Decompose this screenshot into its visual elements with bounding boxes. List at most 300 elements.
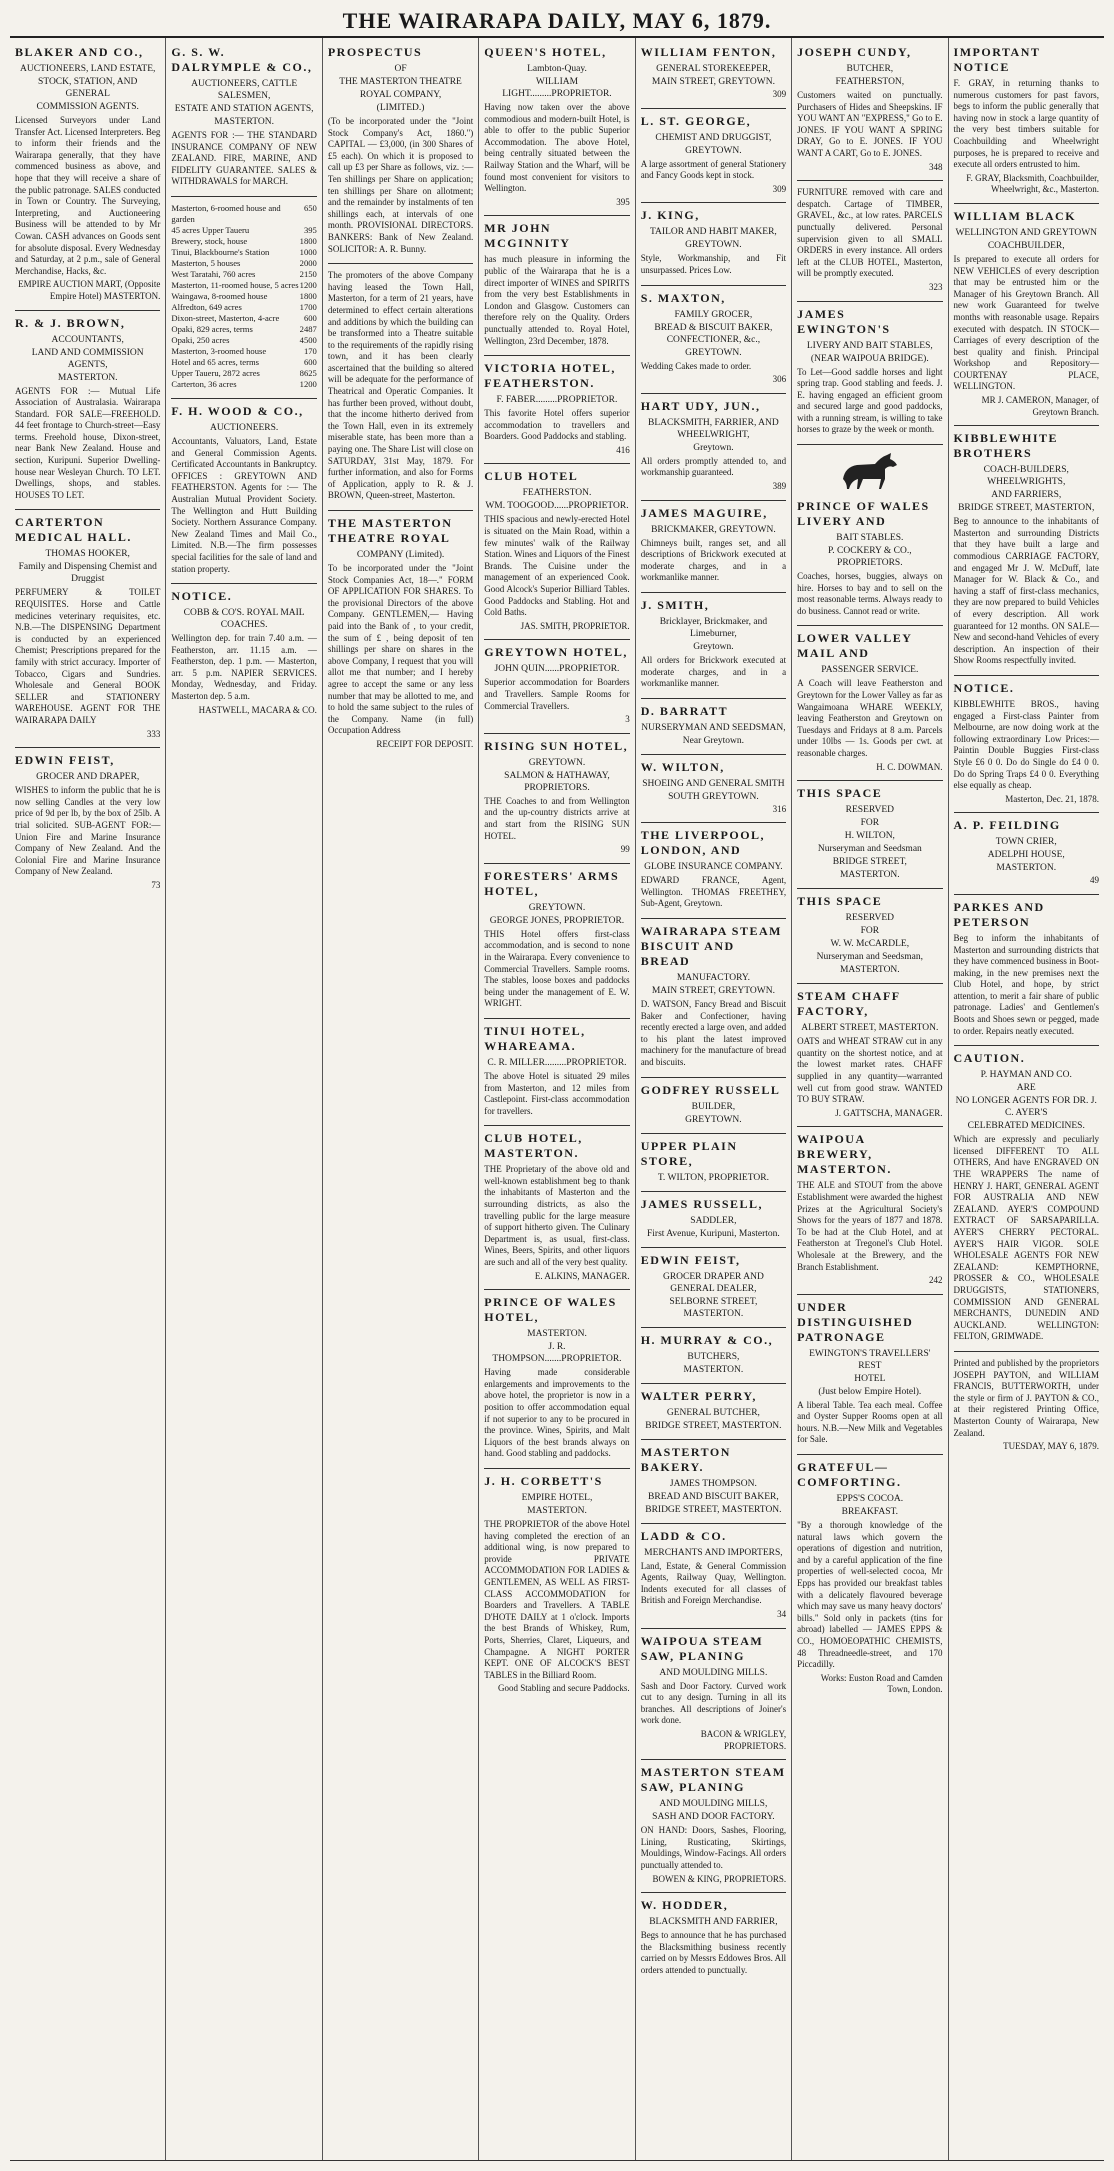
advertisement — [797, 302, 942, 446]
ad-heading: J. KING, — [640, 208, 700, 223]
ad-subline: AUCTIONEERS. — [209, 422, 279, 433]
ad-subline: BRICKMAKER, GREYTOWN. — [651, 524, 776, 535]
ad-subline: MASTERTON. — [683, 1364, 744, 1375]
advertisement — [641, 286, 786, 394]
ad-subline: BRIDGE STREET, MASTERTON. — [645, 1504, 782, 1515]
list-item — [171, 346, 316, 357]
column-4 — [478, 38, 634, 2160]
advertisement — [484, 1019, 629, 1126]
column-2 — [165, 38, 321, 2160]
advertisement — [641, 501, 786, 593]
ad-subline: SASH AND DOOR FACTORY. — [652, 1812, 775, 1823]
ad-heading: CLUB HOTEL — [484, 469, 579, 484]
ad-body: Accountants, Valuators, Land, Estate and General Commission Agents. Certificated Accountants in Bankruptcy. OFFICES : GREYTOWN AND FEATHERSTON. Agents for :— The Australian Mutual Provident Society. The Wellington and Hutt Building Society. Northern Assurance Company. New Zealand Times and Mail Co., Limited. N.B.—The firm possesses special facilities for the sale of land and station property. — [171, 435, 317, 574]
ad-subline: SELBORNE STREET, MASTERTON. — [669, 1296, 758, 1319]
ad-subline: NURSERYMAN AND SEEDSMAN, — [641, 722, 786, 733]
ad-signature: 389 — [772, 480, 787, 491]
ad-heading: KIBBLEWHITE BROTHERS — [953, 431, 1059, 461]
ad-body: D. WATSON, Fancy Bread and Biscuit Baker and Confectioner, having recently erected a large oven, and added to his plant the latest improved machinery for the manufacture of bread and biscuits. — [640, 999, 787, 1068]
ad-signature: 34 — [777, 1609, 787, 1619]
ad-signature: J. GATTSCHA, MANAGER. — [835, 1107, 943, 1118]
ad-heading: STEAM CHAFF FACTORY, — [797, 989, 901, 1019]
ad-heading: THIS SPACE — [797, 786, 883, 801]
ad-heading: EDWIN FEIST, — [15, 753, 115, 768]
ad-subline: OF — [394, 64, 407, 74]
ad-heading: WAIPOUA BREWERY, MASTERTON. — [797, 1132, 892, 1177]
ad-heading: WALTER PERRY, — [640, 1388, 757, 1403]
sales-list — [171, 203, 316, 390]
ad-signature: E. ALKINS, MANAGER. — [534, 1270, 630, 1281]
list-item — [171, 291, 316, 302]
list-item — [171, 302, 316, 313]
list-item — [171, 357, 316, 368]
ad-heading: MASTERTON BAKERY. — [640, 1444, 731, 1474]
ad-heading: MR JOHN MCGINNITY — [484, 221, 571, 251]
ad-body: THE ALE and STOUT from the above Establishment were awarded the highest Prizes at the Agricultural Society's Shows for the years of 1877 and 1878. To be had at the Club Hotel, and at Featherston at Tregonel's Club Hotel. Wholesale at the Brewery, and the Branch Establishment. — [797, 1180, 943, 1272]
advertisement — [641, 1078, 786, 1134]
ad-heading: PARKES AND PETERSON — [953, 899, 1045, 929]
ad-signature: 395 — [616, 196, 630, 207]
ad-subline: W. W. McCARDLE, — [830, 939, 910, 950]
ad-subline: FEATHERSTON, — [835, 77, 905, 87]
advertisement — [484, 356, 629, 464]
ad-subline: Family and Dispensing Chemist and Druggist — [18, 562, 157, 585]
ad-heading: F. H. WOOD & CO., — [171, 403, 304, 418]
ad-subline: GREYTOWN. — [685, 240, 742, 251]
ad-subline: P. HAYMAN AND CO. — [980, 1070, 1072, 1081]
ad-body: FURNITURE removed with care and despatch. Cartage of TIMBER, GRAVEL, &c., at low rates. PARCELS punctually delivered. Personal supervision given to all SMALL ORDERS in every instance. All orders left at the CLUB HOTEL, Masterton, will be promptly executed. — [797, 187, 943, 279]
ad-body: Having now taken over the above commodious and modern-built Hotel, is able to offer to the public Superior Accommodation. The above Hotel, being centrally situated between the Railway Station and the Wharf, will be found most convenient for visitors to Wellington. — [484, 102, 630, 194]
ad-heading: WAIRARAPA STEAM BISCUIT AND BREAD — [640, 924, 782, 969]
advertisement — [15, 510, 160, 748]
advertisement — [954, 895, 1099, 1046]
ad-subline: AUCTIONEERS, LAND ESTATE, — [20, 64, 156, 74]
advertisement — [641, 699, 786, 755]
ad-subline: F. FABER.........PROPRIETOR. — [496, 395, 618, 406]
ad-subline: COACH-BUILDERS, WHEELWRIGHTS, — [983, 465, 1069, 488]
list-item — [171, 313, 316, 324]
ad-subline: COMPANY (Limited). — [356, 550, 445, 560]
ad-heading: NOTICE. — [953, 680, 1015, 695]
ad-signature: 309 — [772, 89, 787, 99]
list-item — [171, 203, 316, 225]
ad-body: AGENTS FOR :— Mutual Life Association of Australasia. Wairarapa Standard. FOR SALE—FREEHOLD. 44 feet frontage to Church-street—Easy terms. Freehold house, Dixon-street, near Bank New Zealand. House and section, Kuripuni. Superior Dwelling-house near Wesleyan Church. TO LET. Dwellings, shops, and stables. HOUSES TO LET. — [15, 385, 161, 500]
list-item — [171, 258, 316, 269]
ad-heading: R. & J. BROWN, — [15, 315, 126, 330]
list-item-label: Opaki, 829 acres, terms — [171, 323, 253, 334]
list-item-price: 1200 — [299, 279, 317, 290]
ad-subline: C. R. MILLER.........PROPRIETOR. — [487, 1057, 627, 1068]
ad-subline: EWINGTON'S TRAVELLERS' REST — [809, 1348, 931, 1371]
list-item-label: Opaki, 250 acres — [171, 334, 230, 345]
ad-body: A large assortment of general Stationery and Fancy Goods kept in stock. — [640, 158, 787, 181]
ad-signature: 416 — [616, 444, 630, 455]
ad-signature: 49 — [1089, 875, 1099, 886]
ad-subline: AND MOULDING MILLS, — [659, 1799, 768, 1810]
ad-subline: CHEMIST AND DRUGGIST, — [655, 132, 772, 143]
list-item-price: 600 — [303, 356, 317, 367]
ad-body: THE Proprietary of the above old and well-known establishment beg to thank the inhabitants of Masterton and the surrounding districts, as also the travelling public for the large measure of support hitherto given. The Culinary Department is, as usual, first-class. Wines, Beers, Spirits, and other liquors are such and all of the very best quality. — [484, 1164, 630, 1268]
ad-body: Licensed Surveyors under Land Transfer Act. Licensed Interpreters. Beg to inform their friends and the Wairarapa generally, that they have commenced business as above, and hope that they will receive a share of the public patronage. SALES conducted in Town or Country. The Surveying, Interpreting, and Auctioneering Business will be attended to by Mr Cowan. CASH advances on Goods sent for absolute disposal. Every Wednesday and Saturday, at 2 p.m., sale of General Merchandise, Hacks, &c. — [15, 115, 161, 276]
advertisement — [641, 1384, 786, 1440]
ad-signature: RECEIPT FOR DEPOSIT. — [376, 738, 474, 749]
ad-body: Is prepared to execute all orders for NEW VEHICLES of every description that may be entrusted him or the Manager of his Greytown Branch. All new work Guaranteed for twelve months with reasonable usage. Repairs executed with despatch. IN STOCK—Carriages of every description of the best quality and finish. Principal Workshop and Repository—COURTENAY PLACE, WELLINGTON. — [953, 253, 1099, 392]
ad-subline: JOHN QUIN......PROPRIETOR. — [494, 664, 620, 675]
ad-subline: BLACKSMITH, FARRIER, AND WHEELWRIGHT, — [648, 417, 779, 440]
ad-signature: MR J. CAMERON, Manager, of Greytown Branch. — [981, 395, 1099, 417]
ad-body: Chimneys built, ranges set, and all descriptions of Brickwork executed at moderate charges, and in a workmanlike manner. — [640, 537, 787, 583]
list-item-price: 2150 — [299, 268, 317, 279]
advertisement — [15, 40, 160, 311]
list-item — [171, 368, 316, 379]
ad-heading: GRATEFUL—COMFORTING. — [797, 1460, 902, 1490]
list-item-price: 170 — [303, 345, 317, 356]
list-item — [171, 269, 316, 280]
ad-heading: H. MURRAY & CO., — [640, 1332, 774, 1347]
advertisement — [484, 40, 629, 216]
ad-heading: D. BARRATT — [640, 703, 729, 718]
ad-subline: SOUTH GREYTOWN. — [668, 791, 759, 802]
ad-subline: LAND AND COMMISSION AGENTS, — [31, 347, 144, 370]
ad-subline: (Just below Empire Hotel). — [818, 1386, 922, 1397]
advertisement — [797, 984, 942, 1127]
list-item-label: Hotel and 65 acres, terms — [171, 356, 260, 367]
list-item-price: 600 — [303, 312, 317, 323]
list-item — [171, 247, 316, 258]
advertisement — [171, 40, 316, 197]
ad-heading: PRINCE OF WALES HOTEL, — [484, 1295, 617, 1325]
ad-subline: MASTERTON. — [996, 863, 1057, 874]
column-6 — [791, 38, 947, 2160]
ad-body: (To be incorporated under the "Joint Stock Company's Act, 1860.") CAPITAL — £3,000, (in 300 Shares of £5 each). On which it is proposed to call up £3 per Share as follows, viz. :—Ten shillings per Share on application; ten shillings per Share on allotment; and the remainder by instalments of ten shillings each, at intervals of one month. PROVISIONAL DIRECTORS. BANKERS: Bank of New Zealand. SOLICITOR: A. R. Bunny. — [327, 116, 474, 254]
ad-subline: BRIDGE STREET, MASTERTON, — [958, 503, 1095, 514]
ad-subline: BLACKSMITH AND FARRIER, — [649, 1917, 778, 1928]
ad-subline: WM. TOOGOOD......PROPRIETOR. — [485, 501, 629, 512]
list-item — [171, 379, 316, 390]
ad-heading: PROSPECTUS — [327, 45, 423, 59]
list-item-label: Masterton, 11-roomed house, 5 acres — [171, 279, 299, 290]
ad-subline: Nurseryman and Seedsman — [817, 844, 922, 855]
ad-signature: EMPIRE AUCTION MART, (Opposite Empire Hotel) MASTERTON. — [18, 279, 161, 301]
advertisement — [797, 1127, 942, 1294]
ad-heading: BLAKER AND CO., — [15, 45, 144, 59]
ad-subline: GREYTOWN. — [685, 347, 742, 358]
ad-subline: FOR — [860, 926, 880, 937]
ad-subline: Greytown. — [693, 442, 734, 453]
ad-signature: 73 — [151, 879, 161, 890]
advertisement — [484, 640, 629, 733]
ad-subline: GENERAL BUTCHER, — [666, 1407, 760, 1418]
ad-body: EDWARD FRANCE, Agent, Wellington. THOMAS FREETHEY, Sub-Agent, Greytown. — [640, 875, 787, 909]
ad-signature: BOWEN & KING, PROPRIETORS. — [652, 1873, 787, 1884]
ad-subline: AND MOULDING MILLS. — [659, 1667, 768, 1678]
ad-subline: BREAD & BISCUIT BAKER, CONFECTIONER, &c., — [654, 322, 773, 345]
ad-heading: CARTERTON MEDICAL HALL. — [15, 515, 132, 545]
ad-subline: THOMAS HOOKER, — [45, 549, 130, 560]
ad-heading: W. WILTON, — [640, 759, 725, 774]
ad-subline: Nurseryman and Seedsman, — [816, 952, 923, 963]
ad-subline: MASTERTON. — [214, 117, 274, 127]
ad-body: WISHES to inform the public that he is now selling Candles at the very low price of 9d per lb, by the box of 25lb. A trial solicited. SUB-AGENT FOR:— Union Fire and Marine Insurance Company of New Zealand. And the Colonial Fire and Marine Insurance Company of New Zealand. — [15, 785, 161, 877]
ad-heading: UPPER PLAIN STORE, — [640, 1138, 738, 1168]
ad-subline: ALBERT STREET, MASTERTON. — [801, 1023, 939, 1034]
ad-heading: WAIPOUA STEAM SAW, PLANING — [640, 1633, 764, 1663]
ad-signature: 306 — [772, 374, 787, 385]
advertisement — [954, 1352, 1099, 1460]
advertisement — [641, 1328, 786, 1384]
advertisement — [641, 1524, 786, 1629]
ad-body: THIS Hotel offers first-class accommodation, and is second to none in the Wairarapa. Every convenience to Commercial Travellers. Sample rooms. The stables, loose boxes and paddocks being under the management of E. W. WRIGHT. — [484, 928, 630, 1009]
ad-heading: LADD & CO. — [640, 1528, 727, 1543]
advertisement — [484, 1290, 629, 1469]
ad-body: Superior accommodation for Boarders and Travellers. Sample Rooms for Commercial Travellers. — [484, 677, 630, 711]
ad-subline: H. WILTON, — [844, 831, 895, 842]
ad-body: OATS and WHEAT STRAW cut in any quantity on the shortest notice, and at the lowest market rates. CHAFF supplied in any quantity—warranted well cut from good straw. WANTED TO BUY STRAW. — [797, 1036, 943, 1105]
list-item-price: 1700 — [299, 301, 317, 312]
ad-signature: 309 — [772, 183, 787, 194]
ad-body: This favorite Hotel offers superior accommodation to travellers and Boarders. Good Paddocks and stabling. — [484, 408, 630, 442]
ad-signature: 348 — [929, 161, 943, 172]
ad-subline: GREYTOWN. — [685, 145, 742, 156]
ad-body: Having made considerable enlargements and improvements to the above hotel, the proprietor is now in a position to offer accommodation equal if not superior to any to be procured in the province. Wines, Spirits, and Malt Liquors of the best brands always on hand. Good stabling and paddocks. — [484, 1367, 630, 1459]
ad-body: F. GRAY, in returning thanks to numerous customers for past favors, begs to inform the public generally that having now in stock a large quantity of the very best timbers suitable for Coachbuilding and Wheelwright purposes, he is prepared to receive and execute all orders entrusted to him. — [953, 78, 1099, 170]
ad-body: All orders for Brickwork executed at moderate charges, and in a workmanlike manner. — [640, 654, 787, 689]
list-item-label: Upper Taueru, 2872 acres — [171, 367, 260, 378]
ad-heading: PRINCE OF WALES LIVERY AND — [797, 499, 930, 529]
ad-heading: A. P. FEILDING — [953, 818, 1061, 833]
ad-subline: FEATHERSTON. — [522, 488, 592, 499]
advertisement — [171, 197, 316, 399]
ad-heading: J. H. CORBETT'S — [484, 1473, 603, 1488]
ad-signature: BACON & WRIGLEY, PROPRIETORS. — [700, 1728, 787, 1751]
list-item-price: 650 — [303, 202, 317, 213]
ad-subline: GEORGE JONES, PROPRIETOR. — [489, 915, 625, 926]
advertisement — [171, 584, 316, 723]
advertisement — [954, 40, 1099, 204]
ad-body: Land, Estate, & General Commission Agents, Railway Quay, Wellington. Indents executed for all classes of British and Foreign Merchandise. — [640, 1560, 787, 1606]
list-item-label: Waingawa, 8-roomed house — [171, 290, 268, 301]
ad-body: Customers waited on punctually. Purchasers of Hides and Sheepskins. IF YOU WANT AN "EXPRESS," Go to E. JONES. IF YOU WANT A SPRING DRAY, Go to E. JONES. IF YOU WANT A CART, Go to E. JONES. — [797, 90, 943, 158]
ad-subline: TAILOR AND HABIT MAKER, — [650, 227, 777, 238]
ad-body: KIBBLEWHITE BROS., having engaged a First-class Painter from Melbourne, are now doing work at the following extraordinary Low Prices:— Paintin Double Buggies First-class Style £6 0 0. Do do Single do £4 0 0. Do do Spring Traps £4 0 0. Everything else equally as cheap. — [953, 698, 1099, 791]
ad-subline: RESERVED — [845, 913, 894, 924]
ad-subline: NO LONGER AGENTS FOR DR. J. C. AYER'S — [955, 1096, 1097, 1119]
ad-subline: JAMES THOMPSON. — [669, 1478, 757, 1489]
ad-subline: BRIDGE STREET, — [832, 857, 907, 868]
ad-heading: J. SMITH, — [640, 597, 710, 612]
ad-signature: Masterton, Dec. 21, 1878. — [1005, 793, 1099, 804]
ad-signature: 316 — [772, 803, 787, 814]
ad-body: PERFUMERY & TOILET REQUISITES. Horse and Cattle medicines veterinary requisites, etc. N.B.—The DISPENSING Department is conducted by an experienced Chemist; Prescriptions prepared for the family with strict accuracy. Importer of Tobacco, Cigars and Sundries. Wholesale and General BOOK SELLER and STATIONERY WAREHOUSE. AGENT FOR THE WAIRARAPA DAILY — [15, 587, 161, 725]
advertisement — [484, 464, 629, 640]
ad-heading: GREYTOWN HOTEL, — [484, 645, 628, 660]
list-item — [171, 280, 316, 291]
list-item-price: 8625 — [299, 367, 317, 378]
advertisement — [954, 204, 1099, 426]
advertisement — [954, 676, 1099, 813]
advertisement — [641, 1629, 786, 1761]
advertisement — [797, 1295, 942, 1455]
ad-body: A liberal Table. Tea each meal. Coffee and Oyster Supper Rooms open at all hours. N.B.—New Milk and Vegetables for Sale. — [797, 1399, 943, 1445]
column-3 — [322, 38, 478, 2160]
ad-heading: G. S. W. DALRYMPLE & CO., — [171, 45, 313, 74]
ad-heading: JAMES MAGUIRE, — [640, 505, 768, 520]
ad-body: To Let—Good saddle horses and light spring trap. Good stabling and feeds. J. E. having engaged an efficient groom and secured large and good paddocks, with a running stream, is willing to take horses to graze by the week or month. — [797, 366, 943, 435]
ad-subline: TOWN CRIER, — [995, 837, 1057, 848]
ad-body: Beg to announce to the inhabitants of Masterton and surrounding Districts that they have built a large and commodious CARRIAGE FACTORY, and engaged Mr J. W. McDuff, late Manager for W. Black & Co., and having a staff of first-class mechanics, they are now prepared to build Vehicles of every description. All work guaranteed for 12 months. ON SALE—New and second-hand Vehicles of every description. An inspection of their Show Rooms respectfully invited. — [953, 516, 1099, 666]
ad-signature: H. C. DOWMAN. — [876, 761, 943, 772]
ad-subline: SALMON & HATHAWAY, PROPRIETORS. — [504, 770, 610, 793]
ad-heading: UNDER DISTINGUISHED PATRONAGE — [797, 1299, 914, 1344]
ad-body: All orders promptly attended to, and workmanship guaranteed. — [640, 455, 787, 478]
ad-subline: MAIN STREET, GREYTOWN. — [651, 77, 775, 87]
ad-heading: THIS SPACE — [797, 894, 883, 909]
list-item-price: 2000 — [299, 257, 317, 268]
list-item-price: 4500 — [299, 334, 317, 345]
list-item-price: 395 — [303, 224, 317, 235]
advertisement — [797, 781, 942, 889]
advertisement — [641, 823, 786, 919]
column-1 — [10, 38, 165, 2160]
advertisement — [641, 755, 786, 824]
advertisement — [954, 1046, 1099, 1352]
advertisement — [641, 1192, 786, 1248]
ad-subline: GREYTOWN. — [528, 902, 586, 913]
advertisement — [641, 1760, 786, 1893]
ad-heading: EDWIN FEIST, — [640, 1252, 741, 1267]
ad-subline: Near Greytown. — [682, 735, 744, 746]
advertisement — [15, 748, 160, 898]
ad-signature: 333 — [146, 728, 161, 739]
list-item-label: Masterton, 3-roomed house — [171, 345, 267, 356]
ad-signature: F. GRAY, Blacksmith, Coachbuilder, Wheelwright, &c., Masterton. — [966, 172, 1099, 195]
ad-subline: CELEBRATED MEDICINES. — [967, 1121, 1085, 1132]
advertisement — [797, 181, 942, 301]
ad-subline: GREYTOWN. — [685, 1114, 742, 1125]
ad-subline: GROCER DRAPER AND GENERAL DEALER, — [662, 1271, 764, 1294]
ad-body: Sash and Door Factory. Curved work cut to any design. Turning in all its branches. All descriptions of Joiner's work done. — [640, 1680, 787, 1726]
ad-subline: (NEAR WAIPOUA BRIDGE). — [810, 353, 929, 364]
ad-subline: J. R. THOMPSON.......PROPRIETOR. — [492, 1342, 622, 1365]
column-7 — [948, 38, 1104, 2160]
ad-subline: AND FARRIERS, — [991, 490, 1062, 501]
advertisement — [797, 40, 942, 181]
ad-body: "By a thorough knowledge of the natural laws which govern the operations of digestion and nutrition, and by a careful application of the fine properties of well-selected cocoa, Mr Epps has provided our breakfast tables with a delicately flavoured beverage which may save us many heavy doctors' bills." Sold only in packets (tins for abroad) labelled — JAMES EPPS & CO., HOMOEOPATHIC CHEMISTS, 48 Threadneedle-street, and 170 Piccadilly. — [797, 1520, 943, 1670]
advertisement — [484, 734, 629, 864]
ad-subline: ROYAL COMPANY, — [359, 90, 442, 100]
advertisement — [328, 40, 473, 264]
ad-body: THE Coaches to and from Wellington and the up-country districts arrive at and start from the RISING SUN HOTEL. — [484, 795, 630, 841]
ad-subline: WILLIAM LIGHT.........PROPRIETOR. — [502, 77, 612, 99]
ad-subline: FOR — [860, 818, 880, 829]
ad-heading: GODFREY RUSSELL — [640, 1082, 781, 1097]
ad-subline: MANUFACTORY. — [676, 973, 750, 984]
ad-body: Wedding Cakes made to order. — [640, 360, 752, 371]
advertisement — [328, 264, 473, 511]
ad-subline: MAIN STREET, GREYTOWN. — [651, 986, 775, 997]
ad-subline: GREYTOWN. — [528, 757, 586, 768]
ad-body: The above Hotel is situated 29 miles from Masterton, and 12 miles from Castlepoint. First-class accommodation for travellers. — [484, 1070, 630, 1116]
ad-subline: STOCK, STATION, AND GENERAL — [38, 77, 138, 99]
list-item-price: 1800 — [299, 290, 317, 301]
advertisement — [484, 1126, 629, 1290]
ad-heading: S. MAXTON, — [640, 290, 726, 305]
ad-subline: BREAD AND BISCUIT BAKER, — [648, 1491, 779, 1502]
advertisement — [797, 626, 942, 781]
ad-subline: BAIT STABLES. — [836, 533, 904, 544]
ad-heading: JAMES RUSSELL, — [640, 1196, 764, 1211]
ad-subline: THE MASTERTON THEATRE — [339, 77, 462, 87]
advertisement — [641, 919, 786, 1078]
ad-body: Wellington dep. for train 7.40 a.m. — Featherston, arr. 11.15 a.m. — Featherston, dep. 1 p.m. — Masterton, arr. 5 p.m. NAPIER SERVICES. Monday, Wednesday, and Friday. Masterton dep. 5 a.m. — [171, 633, 317, 702]
ad-subline: HOTEL — [854, 1373, 886, 1384]
ad-body: The promoters of the above Company having leased the Town Hall, Masterton, for a term of 21 years, have determined to effect certain alterations and additions by which the building can be transformed into a Theatre suitable to the requirements of the rapidly rising town, and it has been clearly ascertained that the building so altered will be adequate for the performance of Theatrical and Operatic Companies. It has further been proved, without doubt, that the income hitherto derived from the Town Hall, even in its extremely miserable state, has been more than a paying one. The Share List will close on SATURDAY, 31st May, 1879. For further information, and also for Forms of Application, apply to R. & J. BROWN, Queen-street, Masterton. — [327, 270, 474, 501]
ad-subline: P. COCKERY & CO., PROPRIETORS. — [828, 546, 912, 569]
ad-subline: ESTATE AND STATION AGENTS, — [174, 104, 314, 114]
list-item-label: Dixon-street, Masterton, 4-acre — [171, 312, 280, 323]
ad-signature: HASTWELL, MACARA & CO. — [198, 704, 317, 715]
ad-heading: CLUB HOTEL, MASTERTON. — [484, 1131, 583, 1161]
ad-body: AGENTS FOR :— THE STANDARD INSURANCE COMPANY OF NEW ZEALAND. FIRE, MARINE, AND FIDELITY GUARANTEE. SALES & WITHDRAWALS for MARCH. — [171, 130, 317, 187]
ad-subline: LIVERY AND BAIT STABLES, — [806, 340, 933, 351]
ad-subline: BRIDGE STREET, MASTERTON. — [645, 1420, 782, 1431]
ad-subline: COACHBUILDER, — [987, 240, 1065, 251]
list-item — [171, 236, 316, 247]
ad-heading: FORESTERS' ARMS HOTEL, — [484, 868, 620, 898]
ad-heading: VICTORIA HOTEL, FEATHERSTON. — [484, 361, 616, 391]
ad-signature: Good Stabling and secure Paddocks. — [497, 1683, 630, 1694]
ad-signature: TUESDAY, MAY 6, 1879. — [1003, 1441, 1099, 1452]
ad-subline: Greytown. — [693, 641, 734, 652]
ad-heading: THE MASTERTON THEATRE ROYAL — [327, 516, 453, 545]
advertisement — [641, 1893, 786, 1984]
ad-heading: W. HODDER, — [640, 1898, 729, 1913]
ad-signature: 242 — [929, 1275, 943, 1286]
ad-subline: MASTERTON. — [839, 965, 900, 976]
advertisement — [641, 1134, 786, 1192]
ad-heading: MASTERTON STEAM SAW, PLANING — [640, 1765, 786, 1795]
advertisement — [641, 109, 786, 204]
ad-subline: GLOBE INSURANCE COMPANY. — [644, 862, 783, 873]
list-item-label: 45 acres Upper Taueru — [171, 224, 250, 235]
ad-subline: EMPIRE HOTEL, — [521, 1492, 593, 1503]
ad-heading: WILLIAM BLACK — [953, 208, 1077, 223]
ad-body: Printed and published by the proprietors JOSEPH PAYTON, and WILLIAM FRANCIS, BUTTERWORTH, under the style or firm of J. PAYTON & CO., at their registered Printing Office, Masterton County of Wairarapa, New Zealand. — [953, 1357, 1099, 1438]
ad-subline: First Avenue, Kuripuni, Masterton. — [646, 1228, 780, 1239]
ad-subline: EPPS'S COCOA. — [836, 1494, 904, 1505]
masthead: THE WAIRARAPA DAILY, MAY 6, 1879. — [10, 6, 1104, 38]
ad-subline: WELLINGTON AND GREYTOWN — [955, 227, 1098, 238]
ad-subline: ARE — [1016, 1083, 1036, 1094]
ad-subline: Bricklayer, Brickmaker, and Limeburner, — [659, 616, 768, 639]
ad-subline: ACCOUNTANTS, — [51, 334, 124, 345]
ad-body: THIS spacious and newly-erected Hotel is situated on the Main Road, within a few minutes' walk of the Railway Station. Wines and Liquors of the Finest Brands. The Cuisine under the management of an experienced Cook. Good Alcock's Superior Billiard Tables. Good Paddocks and Stabling. Hot and Cold Baths. — [484, 514, 630, 618]
ad-subline: SHOEING AND GENERAL SMITH — [642, 778, 785, 789]
advertisement — [797, 445, 942, 626]
advertisement — [641, 394, 786, 501]
list-item-label: Masterton, 6-roomed house and garden — [171, 202, 281, 224]
horse-icon — [797, 449, 942, 498]
ad-heading: TINUI HOTEL, WHAREAMA. — [484, 1023, 586, 1053]
ad-heading: RISING SUN HOTEL, — [484, 738, 629, 753]
ad-subline: BUTCHER, — [846, 64, 894, 74]
advertisement — [797, 889, 942, 984]
ad-body: Begs to announce that he has purchased the Blacksmithing business recently carried on by Messrs Eddowes Bros. All orders attended to punctually. — [640, 1930, 787, 1975]
ad-subline: Lambton-Quay. — [527, 64, 587, 74]
ad-subline: MASTERTON. — [527, 1505, 587, 1516]
ad-signature: 99 — [620, 844, 630, 855]
ad-subline: BUILDER, — [691, 1101, 736, 1112]
